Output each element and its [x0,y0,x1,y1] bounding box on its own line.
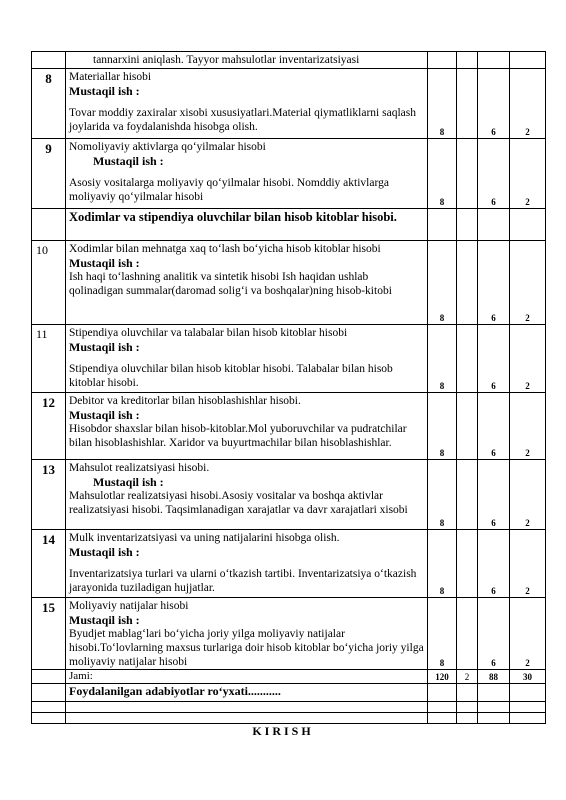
topic-title: Mulk inventarizatsiyasi va uning natijalarini hisobga olish. [69,532,340,544]
hours-col2 [457,69,478,139]
mustaqil-label: Mustaqil ish : [69,256,140,270]
hours-col2 [457,460,478,530]
hours-col2 [457,530,478,598]
hours-total: 8 [428,241,457,325]
hours-total: 8 [428,69,457,139]
empty-row [32,713,546,724]
hours-col2 [457,325,478,393]
table-row [32,69,546,139]
mustaqil-label: Mustaqil ish : [69,545,140,559]
row-number: 15 [32,598,66,670]
table-row [32,325,546,393]
topic-title: Materiallar hisobi [69,71,152,83]
table-row [32,209,546,241]
mustaqil-label: Mustaqil ish : [93,475,164,489]
section-header: Xodimlar va stipendiya oluvchilar bilan hisob kitoblar hisobi. [66,209,428,241]
topic-desc: Hisobdor shaxslar bilan hisob-kitoblar.Mol yuboruvchilar va pudratchilar bilan hisoblashishlar. Xaridor va buyurtmachilar bilan hisoblashishlar. [69,423,407,449]
table-row [32,460,546,530]
literature-row: Foydalanilgan adabiyotlar ro‘yxati........... [66,684,428,702]
mustaqil-label: Mustaqil ish : [69,613,140,627]
mustaqil-label: Mustaqil ish : [93,154,164,168]
topic-title: Moliyaviy natijalar hisobi [69,600,189,612]
hours-col4: 2 [510,530,546,598]
topic-desc: Byudjet mablag‘lari bo‘yicha joriy yilga moliyaviy natijalar hisobi.To‘lovlarning maxsus turlariga doir hisob kitoblar bo‘yicha joriy yilga moliyaviy natijalar hisobi [69,628,424,668]
topic-title: Xodimlar bilan mehnatga xaq to‘lash bo‘yicha hisob kitoblar hisobi [69,243,381,255]
hours-col4: 2 [510,139,546,209]
row-number: 8 [32,69,66,139]
hours-total: 8 [428,460,457,530]
hours-col2 [457,139,478,209]
total-hours-col2: 2 [457,670,478,684]
hours-total: 8 [428,393,457,460]
hours-col3: 6 [478,69,510,139]
totals-label: Jami: [66,670,428,684]
table-row [32,598,546,670]
hours-col3: 6 [478,241,510,325]
table-row [32,684,546,702]
topic-desc: Asosiy vositalarga moliyaviy qo‘yilmalar hisobi. Nomddiy aktivlarga moliyaviy qo‘yilmalar hisobi [69,177,389,203]
totals-row [32,670,546,684]
mustaqil-label: Mustaqil ish : [69,84,140,98]
topic-title: Nomoliyaviy aktivlarga qo‘yilmalar hisobi [69,141,266,153]
hours-col4: 2 [510,598,546,670]
hours-col4: 2 [510,393,546,460]
table-row [32,393,546,460]
hours-col4: 2 [510,325,546,393]
hours-col3: 6 [478,598,510,670]
topic-desc: Mahsulotlar realizatsiyasi hisobi.Asosiy vositalar va boshqa aktivlar realizatsiyasi hisobi. Taqsimlanadigan xarajatlar va davr xarajatlari xisobi [69,490,408,516]
topic-title: Mahsulot realizatsiyasi hisobi. [69,462,210,474]
row-number: 14 [32,530,66,598]
topic-desc: Ish haqi to‘lashning analitik va sintetik hisobi Ish haqidan ushlab qolinadigan summalar(daromad solig‘i va boshqalar)ning hisob-kitobi [69,271,392,297]
total-hours-col4: 30 [510,670,546,684]
row-number: 9 [32,139,66,209]
hours-col2 [457,598,478,670]
table-row [32,52,546,69]
hours-col3: 6 [478,325,510,393]
hours-total: 8 [428,139,457,209]
topic-desc: Inventarizatsiya turlari va ularni o‘tkazish tartibi. Inventarizatsiya o‘tkazish jarayonida tuziladigan hujjatlar. [69,568,417,594]
topic-desc: Tovar moddiy zaxiralar xisobi xususiyatlari.Material qiymatliklarni saqlash joylarida va foydalanishda hisobga olish. [69,107,416,133]
section-heading: KIRISH [252,724,314,738]
hours-total: 8 [428,325,457,393]
topic-desc: Stipendiya oluvchilar bilan hisob kitoblar hisobi. Talabalar bilan hisob kitoblar hisobi. [69,363,393,389]
hours-col2 [457,241,478,325]
table-row [32,530,546,598]
total-hours-col1: 120 [428,670,457,684]
hours-total: 8 [428,598,457,670]
row-number: 13 [32,460,66,530]
curriculum-table [31,51,546,724]
table-row [32,241,546,325]
row-number: 11 [32,325,66,393]
mustaqil-label: Mustaqil ish : [69,408,140,422]
hours-col4: 2 [510,241,546,325]
mustaqil-label: Mustaqil ish : [69,340,140,354]
hours-col4: 2 [510,460,546,530]
hours-total: 8 [428,530,457,598]
hours-col4: 2 [510,69,546,139]
topic-title: Debitor va kreditorlar bilan hisoblashishlar hisobi. [69,395,301,407]
hours-col3: 6 [478,139,510,209]
hours-col3: 6 [478,530,510,598]
empty-row [32,702,546,713]
hours-col2 [457,393,478,460]
topic-text: tannarxini aniqlash. Tayyor mahsulotlar inventarizatsiyasi [93,54,360,66]
hours-col3: 6 [478,460,510,530]
hours-col3: 6 [478,393,510,460]
row-number: 12 [32,393,66,460]
topic-title: Stipendiya oluvchilar va talabalar bilan hisob kitoblar hisobi [69,327,348,339]
total-hours-col3: 88 [478,670,510,684]
row-number: 10 [32,241,66,325]
table-row [32,139,546,209]
